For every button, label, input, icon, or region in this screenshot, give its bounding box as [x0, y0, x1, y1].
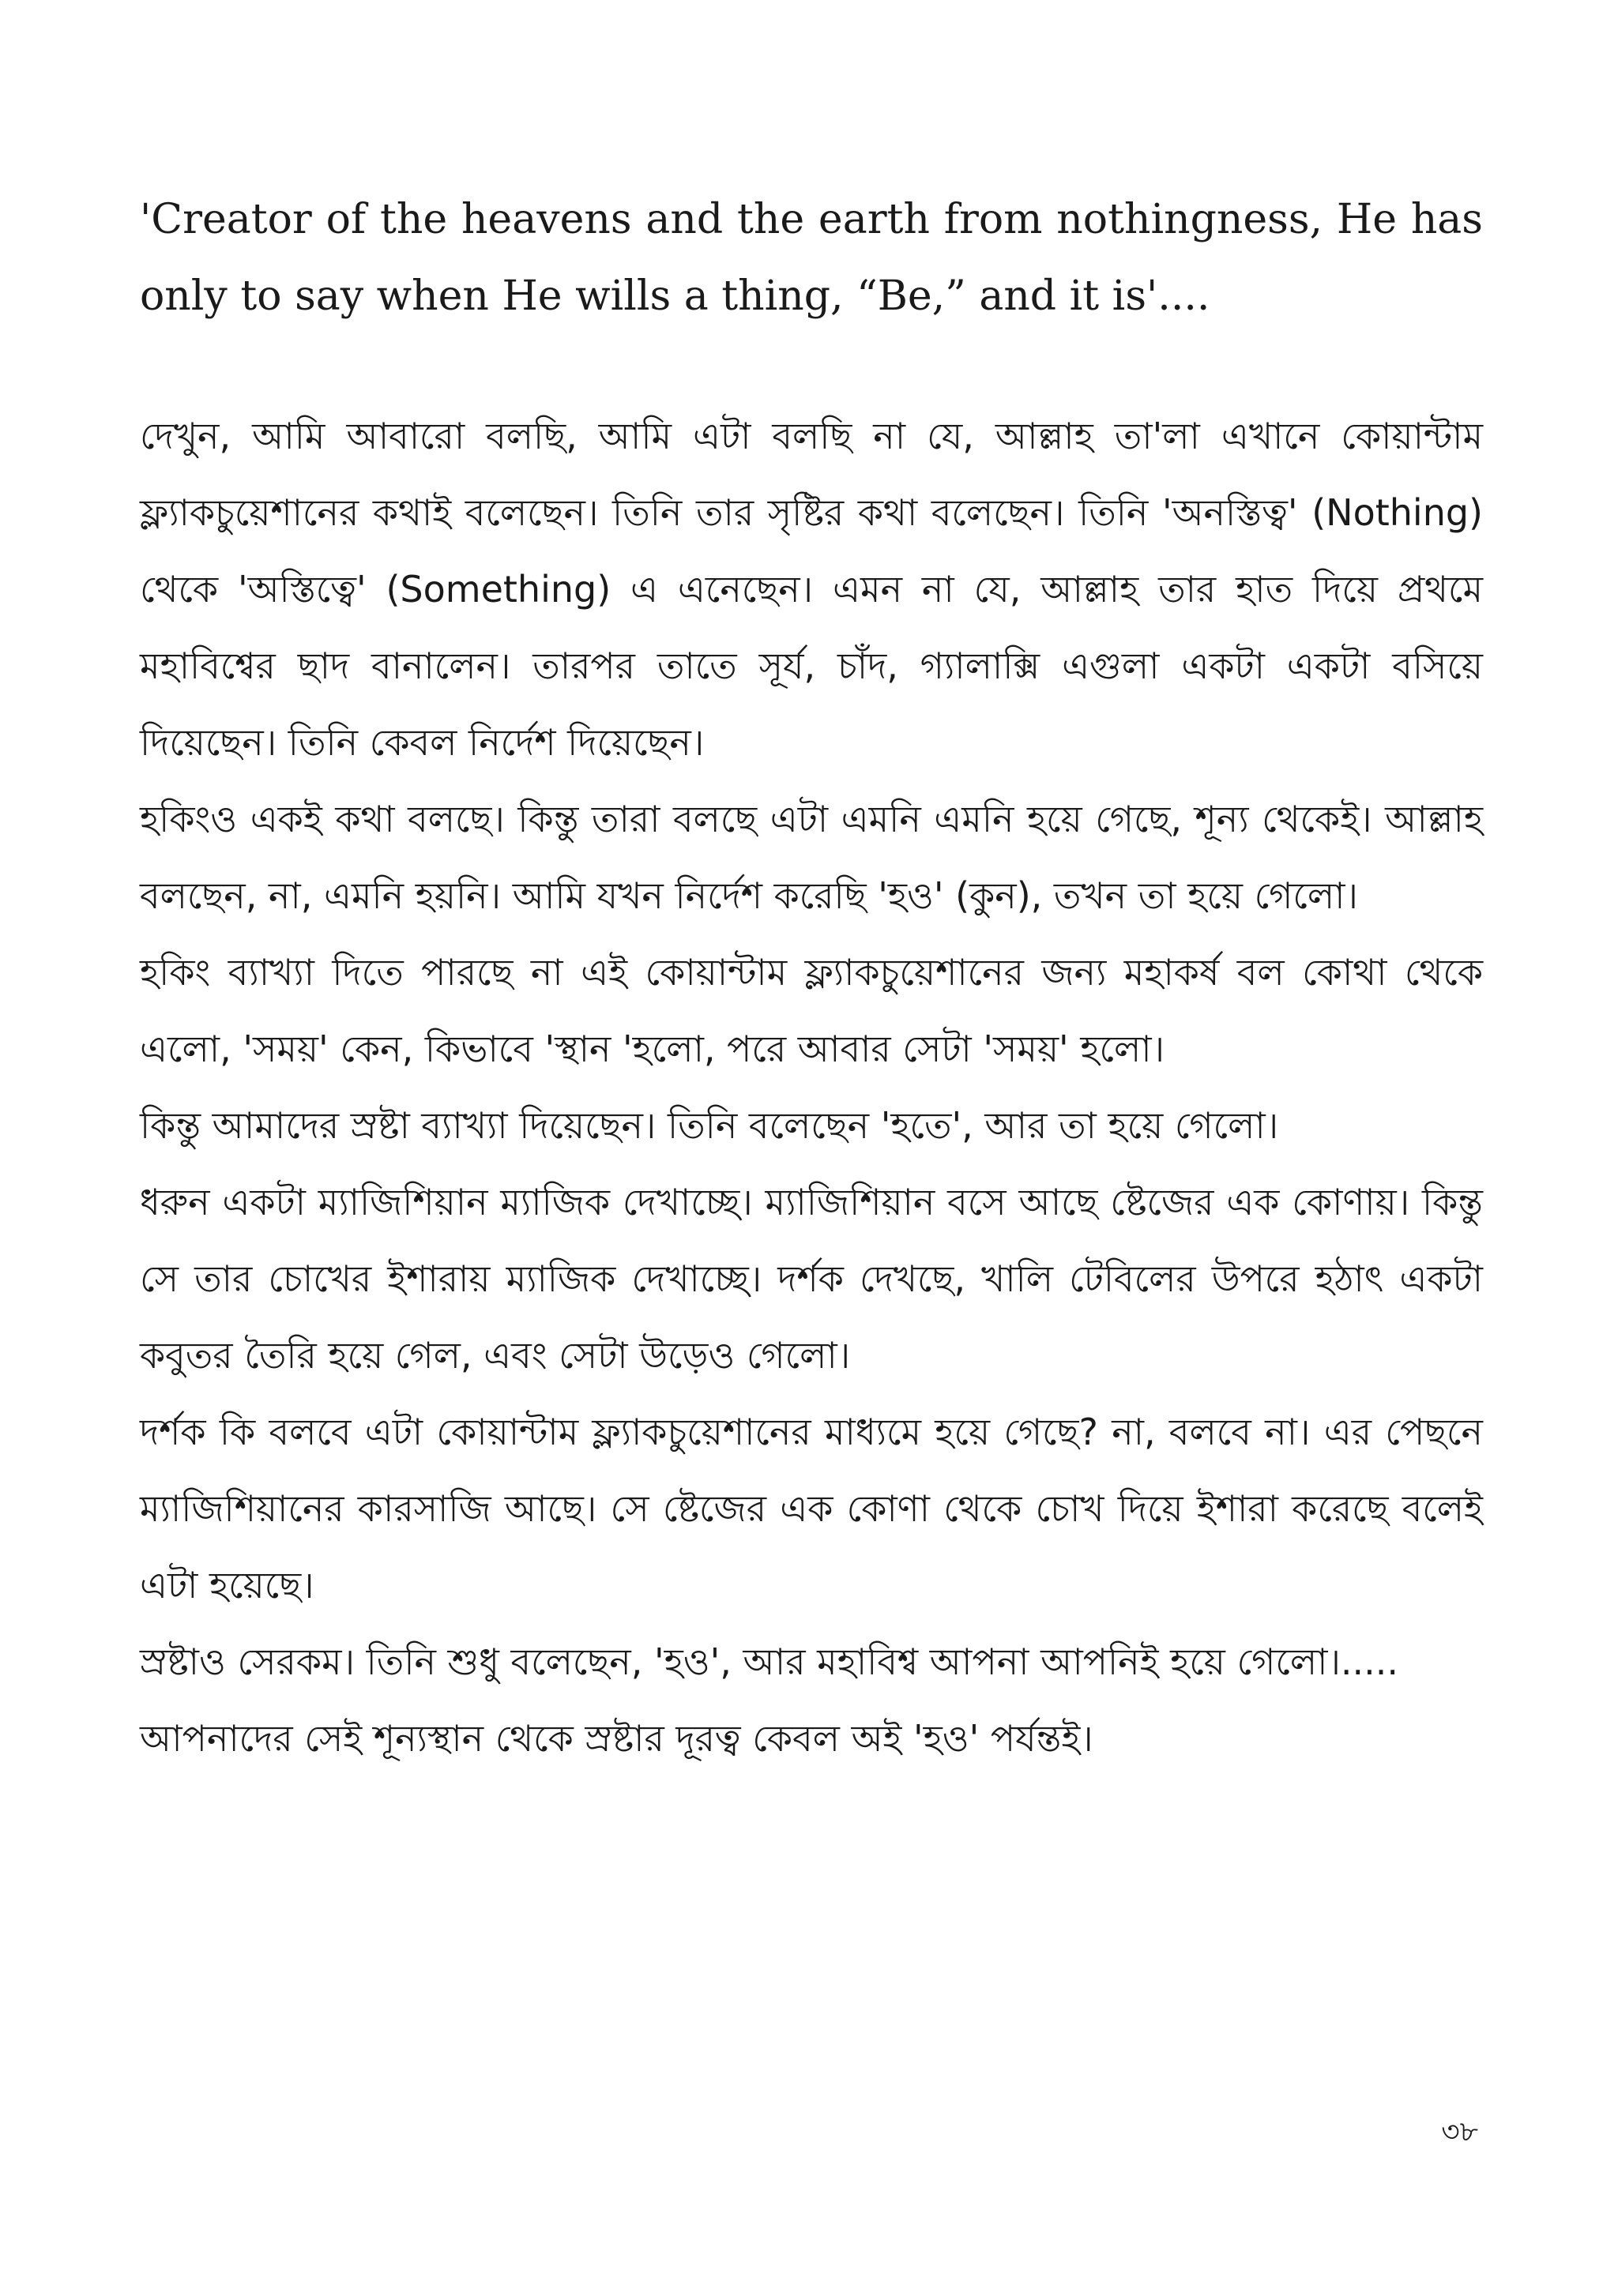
paragraph-6: দর্শক কি বলবে এটা কোয়ান্টাম ফ্ল্যাকচুয়েশানের মাধ্যমে হয়ে গেছে? না, বলবে না। এর পেছনে ম্যাজিশিয়ানের কারসাজি আছে। সে ষ্টেজের এক কোণা থেকে চোখ দিয়ে ইশারা করেছে বলেই এটা হয়েছে।: [140, 1411, 1483, 1606]
page-number: ৩৮: [1441, 2116, 1478, 2148]
paragraph-7: স্রষ্টাও সেরকম। তিনি শুধু বলেছেন, 'হও', আর মহাবিশ্ব আপনা আপনিই হয়ে গেলো।.....: [140, 1640, 1398, 1683]
quote-text: 'Creator of the heavens and the earth from nothingness, He has only to say when He wills a thing, “Be,” and it is'....: [140, 196, 1483, 320]
page-body: [140, 182, 1483, 2235]
paragraph-4: কিন্তু আমাদের স্রষ্টা ব্যাখ্যা দিয়েছেন। তিনি বলেছেন 'হতে', আর তা হয়ে গেলো।: [140, 1104, 1279, 1147]
paragraph-2: হকিংও একই কথা বলছে। কিন্তু তারা বলছে এটা এমনি এমনি হয়ে গেছে, শূন্য থেকেই। আল্লাহ বলছেন, না, এমনি হয়নি। আমি যখন নির্দেশ করেছি 'হও' (কুন), তখন তা হয়ে গেলো।: [140, 798, 1483, 917]
paragraph-5: ধরুন একটা ম্যাজিশিয়ান ম্যাজিক দেখাচ্ছে। ম্যাজিশিয়ান বসে আছে ষ্টেজের এক কোণায়। কিন্তু সে তার চোখের ইশারায় ম্যাজিক দেখাচ্ছে। দর্শক দেখছে, খালি টেবিলের উপরে হঠাৎ একটা কবুতর তৈরি হয়ে গেল, এবং সেটা উড়েও গেলো।: [140, 1181, 1483, 1377]
paragraph-1: দেখুন, আমি আবারো বলছি, আমি এটা বলছি না যে, আল্লাহ তা'লা এখানে কোয়ান্টাম ফ্ল্যাকচুয়েশানের কথাই বলেছেন। তিনি তার সৃষ্টির কথা বলেছেন। তিনি 'অনস্তিত্ব' (Nothing) থেকে 'অস্তিত্বে' (Something) এ এনেছেন। এমন না যে, আল্লাহ তার হাত দিয়ে প্রথমে মহাবিশ্বের ছাদ বানালেন। তারপর তাতে সূর্য, চাঁদ, গ্যালাক্সি এগুলা একটা একটা বসিয়ে দিয়েছেন। তিনি কেবল নির্দেশ দিয়েছেন।: [140, 415, 1483, 764]
paragraph-3: হকিং ব্যাখ্যা দিতে পারছে না এই কোয়ান্টাম ফ্ল্যাকচুয়েশানের জন্য মহাকর্ষ বল কোথা থেকে এলো, 'সময়' কেন, কিভাবে 'স্থান 'হলো, পরে আবার সেটা 'সময়' হলো।: [140, 951, 1483, 1070]
paragraph-8: আপনাদের সেই শূন্যস্থান থেকে স্রষ্টার দূরত্ব কেবল অই 'হও' পর্যন্তই।: [140, 1717, 1093, 1760]
